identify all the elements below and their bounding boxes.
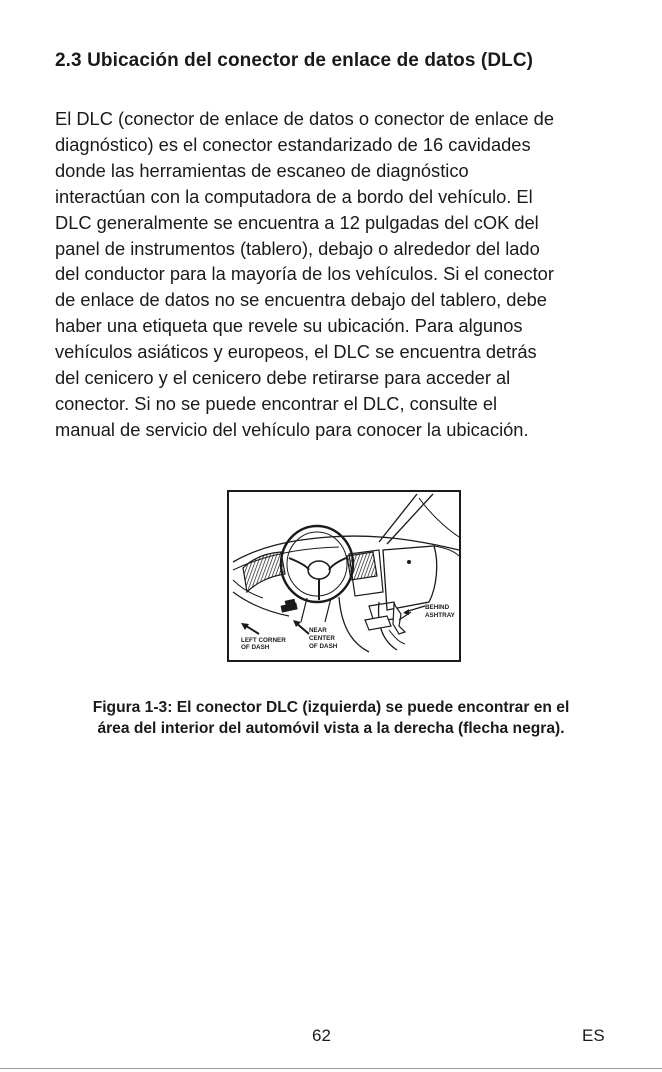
left-air-vent <box>243 552 285 592</box>
section-heading: 2.3 Ubicación del conector de enlace de datos (DLC) <box>55 50 534 71</box>
body-line: del cenicero y el cenicero debe retirarse para acceder al <box>55 367 511 389</box>
body-line: diagnóstico) es el conector estandarizado de 16 cavidades <box>55 133 531 155</box>
arrow-behind-ashtray <box>403 606 425 615</box>
dashboard-illustration <box>229 492 459 660</box>
body-line: conector. Si no se puede encontrar el DLC, consulte el <box>55 392 498 414</box>
center-air-vent <box>347 552 377 580</box>
label-left-corner-line1: LEFT CORNER <box>241 637 286 644</box>
body-line: interactúan con la computadora de a bordo del vehículo. El <box>55 185 533 207</box>
caption-line: Figura 1-3: El conector DLC (izquierda) se puede encontrar en el <box>92 699 570 716</box>
label-near-center-line2: CENTER <box>309 635 335 642</box>
label-left-corner-line2: OF DASH <box>241 644 270 651</box>
dlc-location-figure <box>227 490 461 662</box>
body-line: de enlace de datos no se encuentra debajo del tablero, debe <box>55 289 547 311</box>
body-line: del conductor para la mayoría de los vehículos. Si el conector <box>55 263 554 285</box>
body-paragraph <box>55 106 554 443</box>
label-near-center-line3: OF DASH <box>309 643 338 650</box>
label-behind-ashtray-line1: BEHIND <box>425 604 450 611</box>
body-line: manual de servicio del vehículo para conocer la ubicación. <box>55 418 529 440</box>
caption-line: área del interior del automóvil vista a la derecha (flecha negra). <box>97 720 565 737</box>
figure-caption <box>40 697 622 739</box>
body-line: El DLC (conector de enlace de datos o conector de enlace de <box>55 108 554 129</box>
label-near-center-line1: NEAR <box>309 627 327 634</box>
language-code: ES <box>582 1026 605 1045</box>
body-line: haber una etiqueta que revele su ubicación. Para algunos <box>55 315 523 337</box>
page-number: 62 <box>312 1026 331 1045</box>
body-line: panel de instrumentos (tablero), debajo o alrededor del lado <box>55 237 540 259</box>
bottom-divider <box>0 1068 662 1069</box>
body-line: DLC generalmente se encuentra a 12 pulgadas del cOK del <box>55 211 539 233</box>
arrow-left-corner <box>241 623 259 634</box>
body-line: vehículos asiáticos y europeos, el DLC se encuentra detrás <box>55 341 537 363</box>
body-line: donde las herramientas de escaneo de diagnóstico <box>55 159 469 181</box>
arrow-near-center <box>293 620 309 634</box>
label-behind-ashtray-line2: ASHTRAY <box>425 612 455 619</box>
